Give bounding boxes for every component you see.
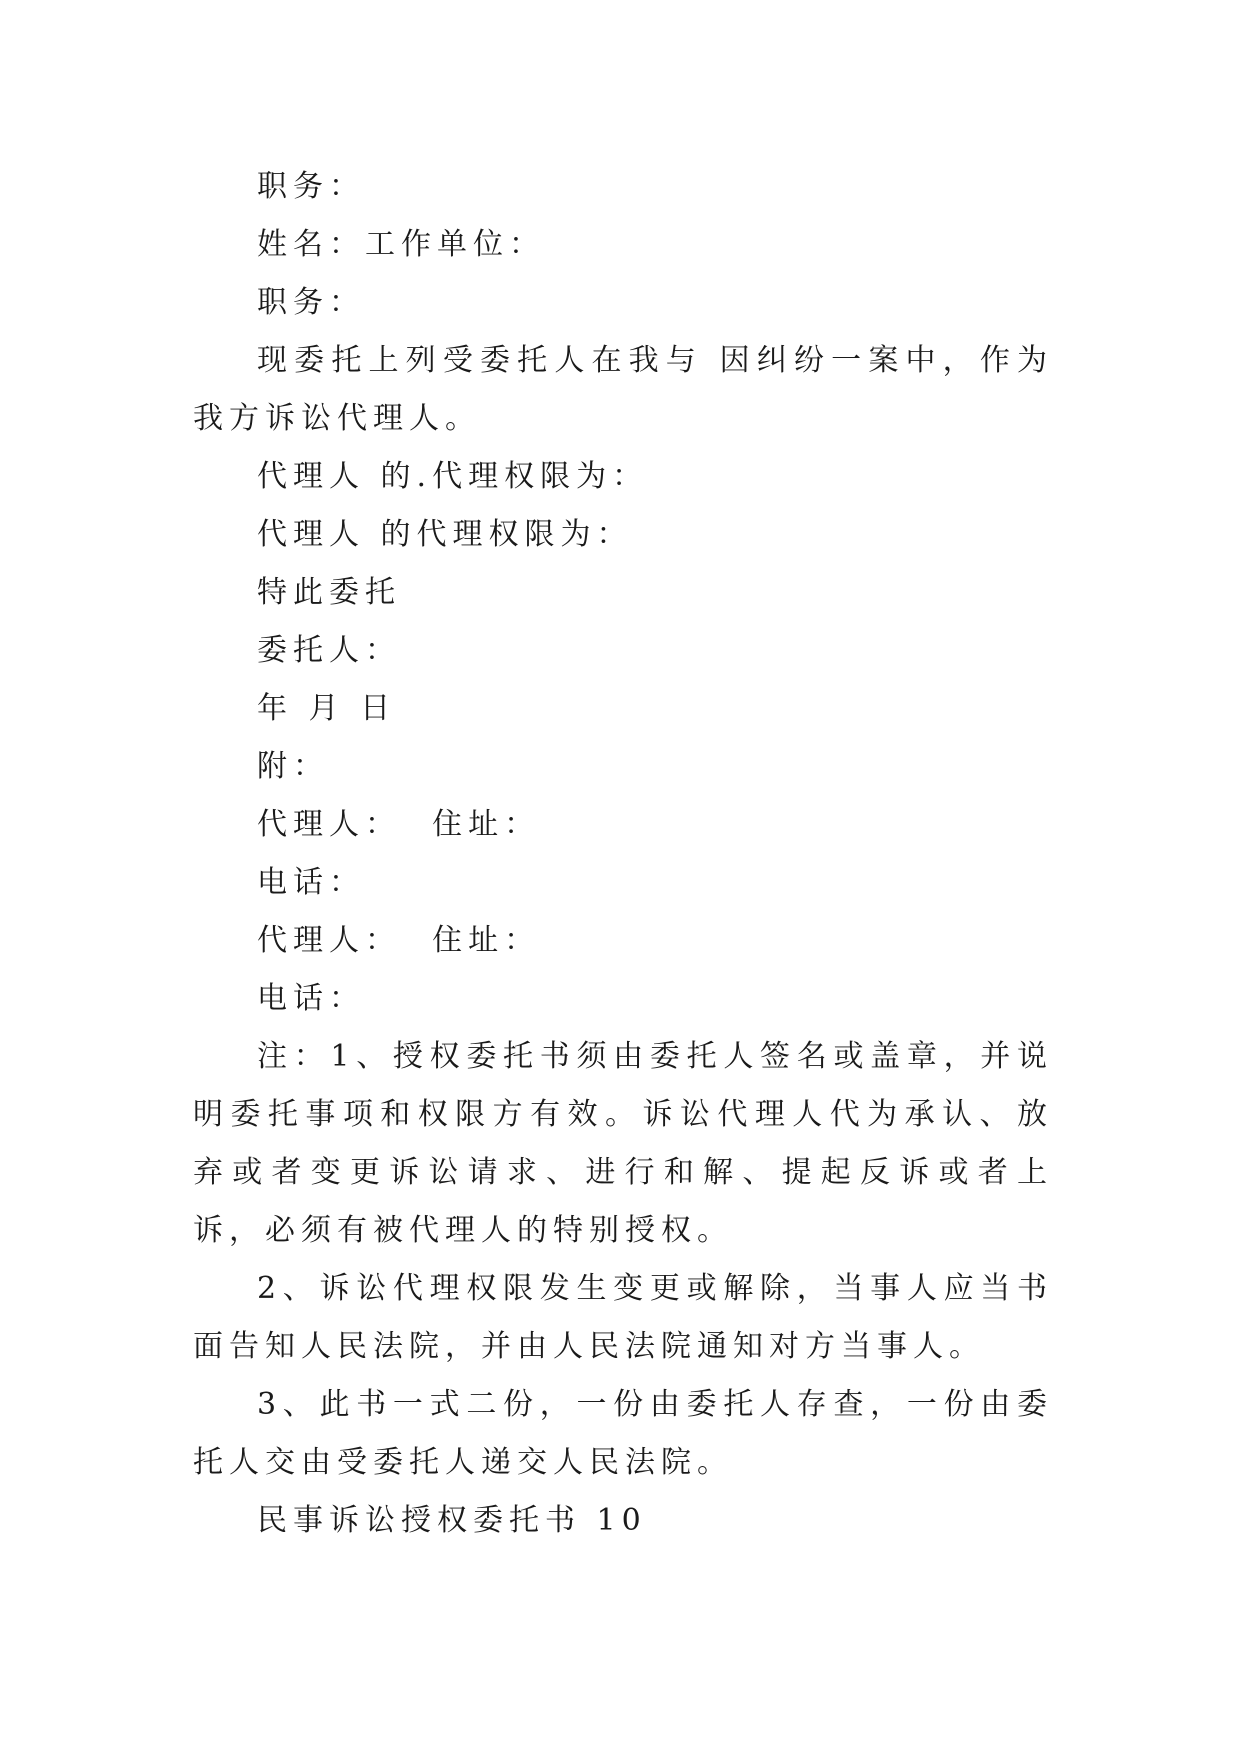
appendix-label: 附： — [257, 749, 329, 784]
date-label: 年 月 日 — [257, 691, 397, 726]
position-label-2: 职务： — [257, 285, 365, 320]
hereby-entrust: 特此委托 — [257, 575, 401, 610]
authorization-paragraph: 现委托上列受委托人在我与 因纠纷一案中，作为我方诉讼代理人。 — [193, 343, 1053, 436]
agent-address-1: 代理人： 住址： — [257, 807, 541, 842]
document-body — [193, 158, 1053, 1550]
phone-label-2: 电话： — [257, 981, 365, 1016]
phone-label-1: 电话： — [257, 865, 365, 900]
agent-authority-2: 代理人 的代理权限为： — [257, 517, 633, 552]
note-3: 3、此书一式二份，一份由委托人存查，一份由委托人交由受委托人递交人民法院。 — [193, 1387, 1053, 1480]
note-2: 2、诉讼代理权限发生变更或解除，当事人应当书面告知人民法院，并由人民法院通知对方当事人。 — [193, 1271, 1053, 1364]
agent-authority-1: 代理人 的.代理权限为： — [257, 459, 649, 494]
name-workplace-label: 姓名：工作单位： — [257, 227, 545, 262]
position-label-1: 职务： — [257, 169, 365, 204]
document-footer-title: 民事诉讼授权委托书 10 — [257, 1503, 647, 1538]
agent-address-2: 代理人： 住址： — [257, 923, 541, 958]
note-1: 注：1、授权委托书须由委托人签名或盖章，并说明委托事项和权限方有效。诉讼代理人代为承认、放弃或者变更诉讼请求、进行和解、提起反诉或者上诉，必须有被代理人的特别授权。 — [193, 1039, 1053, 1248]
principal-label: 委托人： — [257, 633, 401, 668]
